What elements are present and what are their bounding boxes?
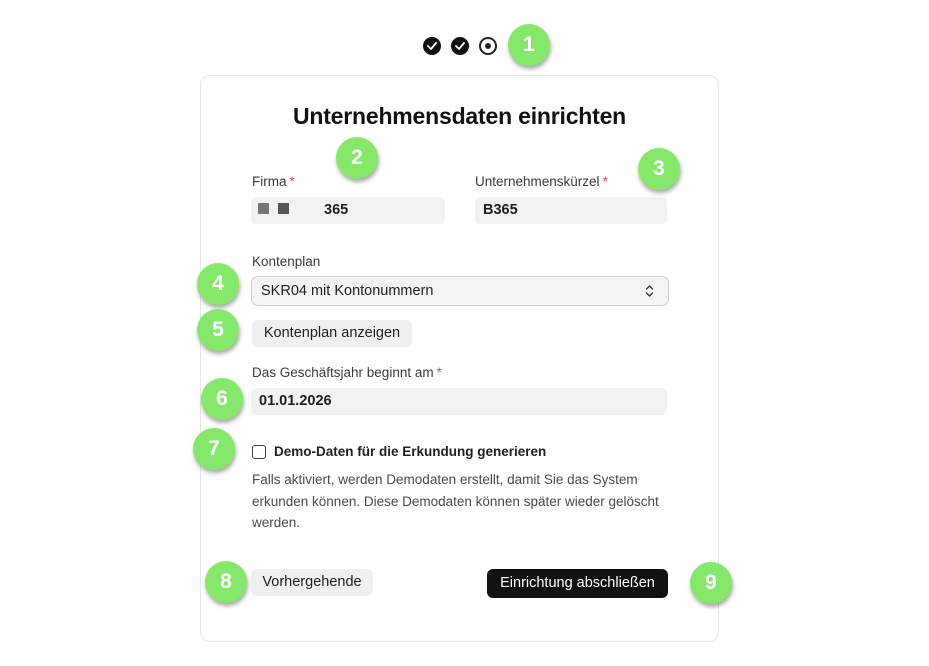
chevron-up-down-icon bbox=[645, 284, 654, 298]
kontenplan-selected-value: SKR04 mit Kontonummern bbox=[261, 283, 434, 299]
annotation-badge-3: 3 bbox=[638, 148, 680, 190]
demo-data-checkbox[interactable] bbox=[252, 445, 266, 459]
fiscal-year-label bbox=[252, 365, 442, 380]
required-marker: * bbox=[289, 174, 295, 189]
demo-data-checkbox-label[interactable]: Demo-Daten für die Erkundung generieren bbox=[274, 444, 547, 459]
step-3-current-radio-dot-icon bbox=[479, 37, 497, 55]
kuerzel-label bbox=[475, 174, 608, 189]
firma-label bbox=[252, 174, 295, 189]
annotation-badge-2: 2 bbox=[336, 137, 378, 179]
fiscal-year-date-input[interactable] bbox=[251, 388, 667, 415]
previous-button[interactable]: Vorhergehende bbox=[251, 569, 373, 596]
annotation-badge-9: 9 bbox=[690, 562, 732, 604]
annotation-badge-7: 7 bbox=[193, 428, 235, 470]
firma-value: 365 bbox=[324, 202, 349, 218]
kontenplan-label: Kontenplan bbox=[252, 254, 321, 269]
demo-data-hint: Falls aktiviert, werden Demodaten erstellt, damit Sie das System erkunden können. Diese Demodaten können später wieder gelöscht werden. bbox=[252, 472, 659, 530]
annotation-badge-8: 8 bbox=[205, 561, 247, 603]
page-title: Unternehmensdaten einrichten bbox=[292, 103, 627, 129]
annotation-badge-4: 4 bbox=[197, 263, 239, 305]
fiscal-year-label-text: Das Geschäftsjahr beginnt am bbox=[252, 365, 434, 380]
required-marker: * bbox=[436, 365, 442, 380]
annotation-badge-5: 5 bbox=[197, 309, 239, 351]
kontenplan-select[interactable] bbox=[251, 276, 669, 306]
finish-setup-button[interactable]: Einrichtung abschließen bbox=[487, 569, 668, 598]
fiscal-year-value: 01.01.2026 bbox=[259, 393, 332, 409]
kuerzel-label-text: Unternehmenskürzel bbox=[475, 174, 600, 189]
redacted-block bbox=[278, 203, 289, 214]
annotation-badge-6: 6 bbox=[201, 378, 243, 420]
firma-input[interactable] bbox=[251, 197, 445, 224]
step-2-completed-check-icon bbox=[451, 37, 469, 55]
required-marker: * bbox=[602, 174, 608, 189]
kuerzel-input[interactable] bbox=[475, 197, 667, 224]
kuerzel-value: B365 bbox=[483, 202, 518, 218]
show-kontenplan-button[interactable]: Kontenplan anzeigen bbox=[252, 320, 412, 347]
redacted-block bbox=[258, 203, 269, 214]
firma-label-text: Firma bbox=[252, 174, 287, 189]
annotation-badge-1: 1 bbox=[508, 24, 550, 66]
step-1-completed-check-icon bbox=[423, 37, 441, 55]
